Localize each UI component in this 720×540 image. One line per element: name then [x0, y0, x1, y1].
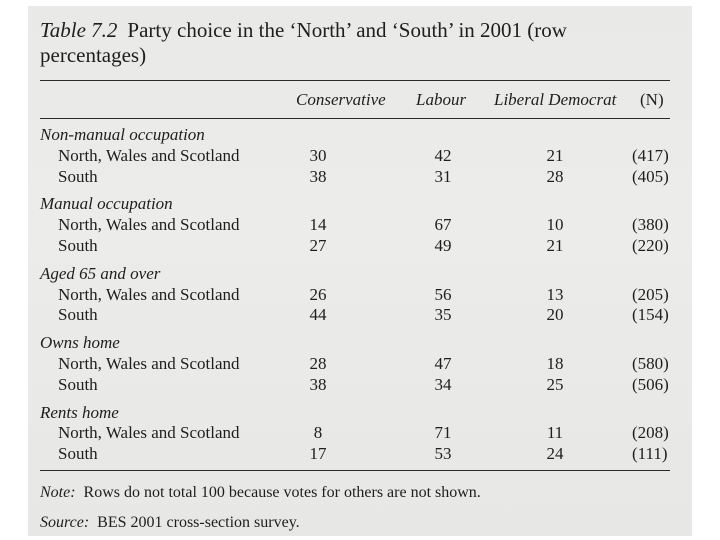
group-label: Aged 65 and over [40, 263, 161, 283]
table-caption [40, 18, 640, 68]
table-row [28, 375, 692, 395]
sample-size: (417) [632, 145, 669, 165]
table-source [40, 514, 300, 532]
labour-value: 49 [434, 236, 452, 255]
table-row [28, 236, 692, 256]
conservative-value: 17 [309, 444, 327, 464]
column-header-labour: Labour [416, 90, 467, 109]
table-note [40, 484, 481, 502]
bottom-rule [40, 470, 670, 471]
group-row [28, 264, 692, 284]
group-label: Owns home [40, 333, 120, 353]
region-label: South [58, 374, 98, 394]
libdem-value: 21 [546, 236, 564, 255]
conservative-value: 26 [309, 284, 327, 304]
table-number: Table 7.2 [40, 18, 118, 42]
region-label: South [58, 166, 98, 186]
region-label: South [58, 236, 98, 255]
region-label: South [58, 305, 98, 325]
group-label: Non-manual occupation [40, 125, 205, 144]
scanned-page [28, 6, 692, 536]
caption-line-2: percentages) [40, 43, 147, 67]
conservative-value: 14 [309, 215, 327, 235]
labour-value: 67 [434, 215, 452, 235]
table-row [28, 215, 692, 235]
group-row [28, 333, 692, 353]
header-rule [40, 118, 670, 119]
conservative-value: 30 [309, 145, 327, 165]
source-text: BES 2001 cross-section survey. [97, 514, 300, 531]
table-row [28, 285, 692, 305]
top-rule [40, 80, 670, 81]
sample-size: (405) [632, 166, 669, 186]
source-label: Source: [40, 514, 90, 531]
labour-value: 31 [434, 166, 452, 186]
region-label: North, Wales and Scotland [58, 354, 240, 373]
table-row [28, 167, 692, 187]
libdem-value: 11 [546, 423, 564, 443]
region-label: North, Wales and Scotland [58, 145, 240, 165]
libdem-value: 18 [546, 354, 564, 373]
labour-value: 42 [434, 145, 452, 165]
group-row [28, 403, 692, 423]
group-row [28, 194, 692, 214]
conservative-value: 38 [309, 374, 327, 394]
labour-value: 71 [434, 423, 452, 443]
group-label: Manual occupation [40, 194, 173, 214]
table-row [28, 423, 692, 443]
libdem-value: 10 [546, 215, 564, 235]
libdem-value: 13 [546, 284, 564, 304]
labour-value: 35 [434, 305, 452, 325]
table-row [28, 305, 692, 325]
libdem-value: 25 [546, 374, 564, 394]
region-label: North, Wales and Scotland [58, 215, 240, 235]
conservative-value: 38 [309, 166, 327, 186]
sample-size: (580) [632, 354, 669, 373]
labour-value: 47 [434, 354, 452, 373]
caption-line-1: Party choice in the ‘North’ and ‘South’ in 2001 (row [127, 18, 567, 42]
table-row [28, 146, 692, 166]
region-label: North, Wales and Scotland [58, 423, 240, 443]
region-label: North, Wales and Scotland [58, 284, 240, 304]
sample-size: (506) [632, 374, 669, 394]
conservative-value: 44 [309, 305, 327, 325]
labour-value: 56 [434, 284, 452, 304]
note-label: Note: [40, 484, 76, 501]
sample-size: (111) [632, 444, 668, 464]
conservative-value: 8 [313, 423, 323, 443]
libdem-value: 28 [546, 166, 564, 186]
conservative-value: 28 [309, 354, 327, 373]
sample-size: (380) [632, 215, 669, 235]
column-header-libdem: Liberal Democrat [494, 90, 617, 109]
sample-size: (208) [632, 423, 669, 443]
table-row [28, 444, 692, 464]
group-row [28, 125, 692, 145]
note-text: Rows do not total 100 because votes for others are not shown. [83, 484, 481, 501]
column-header-n: (N) [640, 90, 664, 109]
sample-size: (205) [632, 284, 669, 304]
column-header-conservative: Conservative [296, 90, 386, 109]
libdem-value: 24 [546, 444, 564, 464]
group-label: Rents home [40, 402, 119, 422]
table-row [28, 354, 692, 374]
labour-value: 34 [434, 374, 452, 394]
libdem-value: 21 [546, 145, 564, 165]
sample-size: (154) [632, 305, 669, 325]
conservative-value: 27 [309, 236, 327, 255]
libdem-value: 20 [546, 305, 564, 325]
labour-value: 53 [434, 444, 452, 464]
sample-size: (220) [632, 236, 669, 255]
region-label: South [58, 444, 98, 464]
